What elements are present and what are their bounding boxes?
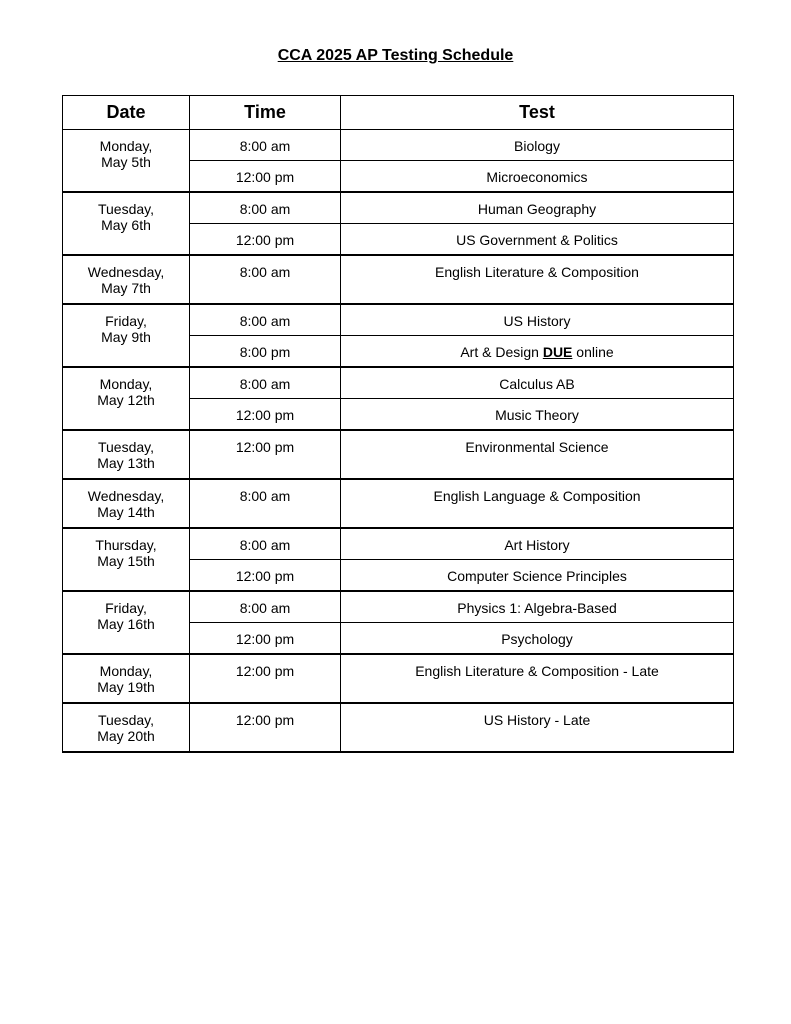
day-date: May 19th <box>97 679 155 695</box>
day-date: May 12th <box>97 392 155 408</box>
day-name: Monday, <box>99 138 153 154</box>
test-cell: Human Geography <box>341 192 734 224</box>
time-cell: 12:00 pm <box>190 224 341 256</box>
day-date: May 13th <box>97 455 155 471</box>
date-cell <box>63 703 190 752</box>
test-cell: Microeconomics <box>341 161 734 193</box>
day-date: May 9th <box>101 329 151 345</box>
test-cell: English Literature & Composition <box>341 255 734 304</box>
time-cell: 8:00 am <box>190 304 341 336</box>
date-cell <box>63 654 190 703</box>
date-cell <box>63 304 190 367</box>
test-cell: Psychology <box>341 623 734 655</box>
table-row <box>63 367 734 399</box>
table-row <box>63 479 734 528</box>
time-column-header: Time <box>190 96 341 130</box>
test-cell: English Language & Composition <box>341 479 734 528</box>
day-name: Friday, <box>105 313 147 329</box>
time-cell: 12:00 pm <box>190 430 341 479</box>
table-row <box>63 130 734 161</box>
day-date: May 6th <box>101 217 151 233</box>
table-header <box>63 96 734 130</box>
time-cell: 12:00 pm <box>190 399 341 431</box>
test-cell <box>341 336 734 368</box>
test-cell: English Literature & Composition - Late <box>341 654 734 703</box>
day-name: Thursday, <box>95 537 157 553</box>
day-name: Tuesday, <box>97 439 155 455</box>
day-date: May 5th <box>101 154 151 170</box>
time-cell: 12:00 pm <box>190 623 341 655</box>
day-date: May 7th <box>101 280 151 296</box>
page-title: CCA 2025 AP Testing Schedule <box>277 47 514 64</box>
date-cell <box>63 192 190 255</box>
day-date: May 16th <box>97 616 155 632</box>
date-cell <box>63 430 190 479</box>
table-row <box>63 304 734 336</box>
table-row <box>63 654 734 703</box>
day-date: May 20th <box>97 728 155 744</box>
time-cell: 8:00 am <box>190 255 341 304</box>
test-cell: Calculus AB <box>341 367 734 399</box>
day-group <box>63 528 734 591</box>
day-group <box>63 255 734 304</box>
date-column-header: Date <box>63 96 190 130</box>
table-row <box>63 255 734 304</box>
time-cell: 8:00 am <box>190 130 341 161</box>
header-row <box>63 96 734 130</box>
day-group <box>63 304 734 367</box>
day-date: May 14th <box>97 504 155 520</box>
day-group <box>63 130 734 193</box>
test-column-header: Test <box>341 96 734 130</box>
time-cell: 8:00 am <box>190 528 341 560</box>
day-group <box>63 430 734 479</box>
test-cell: US History <box>341 304 734 336</box>
time-cell: 12:00 pm <box>190 560 341 592</box>
day-name: Monday, <box>99 376 153 392</box>
table-row <box>63 703 734 752</box>
time-cell: 8:00 am <box>190 479 341 528</box>
time-cell: 8:00 am <box>190 591 341 623</box>
table-row <box>63 430 734 479</box>
day-group <box>63 654 734 703</box>
time-cell: 8:00 am <box>190 192 341 224</box>
day-group <box>63 703 734 752</box>
day-name: Wednesday, <box>87 264 165 280</box>
date-cell <box>63 528 190 591</box>
test-cell: US Government & Politics <box>341 224 734 256</box>
date-cell <box>63 367 190 430</box>
day-name: Tuesday, <box>97 712 155 728</box>
date-cell <box>63 479 190 528</box>
time-cell: 8:00 am <box>190 367 341 399</box>
date-cell <box>63 130 190 193</box>
time-cell: 12:00 pm <box>190 161 341 193</box>
test-cell: Environmental Science <box>341 430 734 479</box>
time-cell: 8:00 pm <box>190 336 341 368</box>
table-row <box>63 192 734 224</box>
test-cell: Art History <box>341 528 734 560</box>
table-row <box>63 591 734 623</box>
date-cell <box>63 255 190 304</box>
day-name: Friday, <box>105 600 147 616</box>
day-name: Monday, <box>99 663 153 679</box>
test-text-prefix: Art & Design <box>460 344 543 360</box>
day-date: May 15th <box>97 553 155 569</box>
day-group <box>63 479 734 528</box>
day-group <box>63 367 734 430</box>
date-cell <box>63 591 190 654</box>
day-name: Wednesday, <box>87 488 165 504</box>
table-row <box>63 528 734 560</box>
test-text-suffix: online <box>572 344 614 360</box>
day-group <box>63 591 734 654</box>
schedule-table <box>62 95 734 753</box>
day-group <box>63 192 734 255</box>
test-cell: Computer Science Principles <box>341 560 734 592</box>
test-cell: US History - Late <box>341 703 734 752</box>
test-cell: Physics 1: Algebra-Based <box>341 591 734 623</box>
test-cell: Music Theory <box>341 399 734 431</box>
due-emphasis: DUE <box>542 344 573 360</box>
time-cell: 12:00 pm <box>190 703 341 752</box>
time-cell: 12:00 pm <box>190 654 341 703</box>
test-cell: Biology <box>341 130 734 161</box>
day-name: Tuesday, <box>97 201 155 217</box>
